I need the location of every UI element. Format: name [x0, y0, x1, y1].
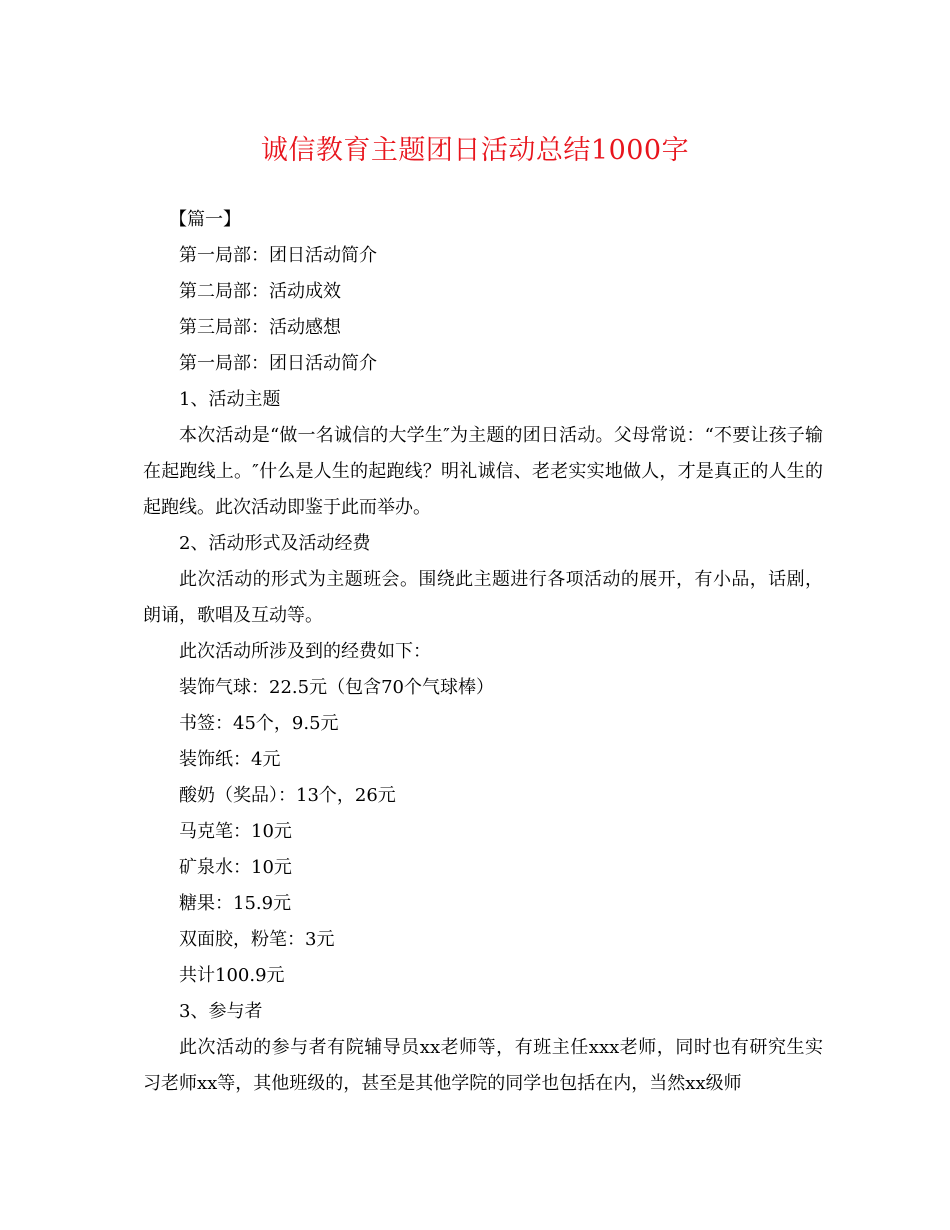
- expense-item: 糖果：15.9元: [179, 893, 292, 914]
- section-paragraph: 此次活动的形式为主题班会。围绕此主题进行各项活动的展开，有小品，话剧，朗诵，歌唱及互动等。: [143, 569, 823, 626]
- outline-item: 第三局部：活动感想: [179, 317, 341, 338]
- section-paragraph: 此次活动的参与者有院辅导员xx老师等，有班主任xxx老师，同时也有研究生实习老师xx等，其他班级的，甚至是其他学院的同学也包括在内，当然xx级师: [143, 1037, 823, 1094]
- expense-item: 双面胶，粉笔：3元: [179, 929, 335, 950]
- expense-item: 装饰纸：4元: [179, 749, 281, 770]
- section-heading: 3、参与者: [179, 1001, 263, 1022]
- section-paragraph: 本次活动是“做一名诚信的大学生″为主题的团日活动。父母常说：“不要让孩子输在起跑线上。″什么是人生的起跑线？明礼诚信、老老实实地做人，才是真正的人生的起跑线。此次活动即鉴于此而举办。: [143, 425, 823, 518]
- part-label: 【篇一】: [169, 209, 241, 230]
- expense-item: 酸奶（奖品）：13个，26元: [179, 785, 396, 806]
- outline-item: 第二局部：活动成效: [179, 281, 341, 302]
- expense-item: 矿泉水：10元: [179, 857, 292, 878]
- expense-item: 装饰气球：22.5元（包含70个气球棒）: [179, 677, 494, 698]
- outline-item: 第一局部：团日活动简介: [179, 245, 377, 266]
- document-body: [143, 202, 823, 1102]
- section-heading: 2、活动形式及活动经费: [179, 533, 371, 554]
- expense-total: 共计100.9元: [179, 965, 285, 986]
- section-heading: 1、活动主题: [179, 389, 281, 410]
- document-title: 诚信教育主题团日活动总结1000字: [260, 135, 690, 166]
- expense-item: 书签：45个，9.5元: [179, 713, 339, 734]
- expense-intro: 此次活动所涉及到的经费如下：: [179, 641, 431, 662]
- expense-item: 马克笔：10元: [179, 821, 292, 842]
- outline-item: 第一局部：团日活动简介: [179, 353, 377, 374]
